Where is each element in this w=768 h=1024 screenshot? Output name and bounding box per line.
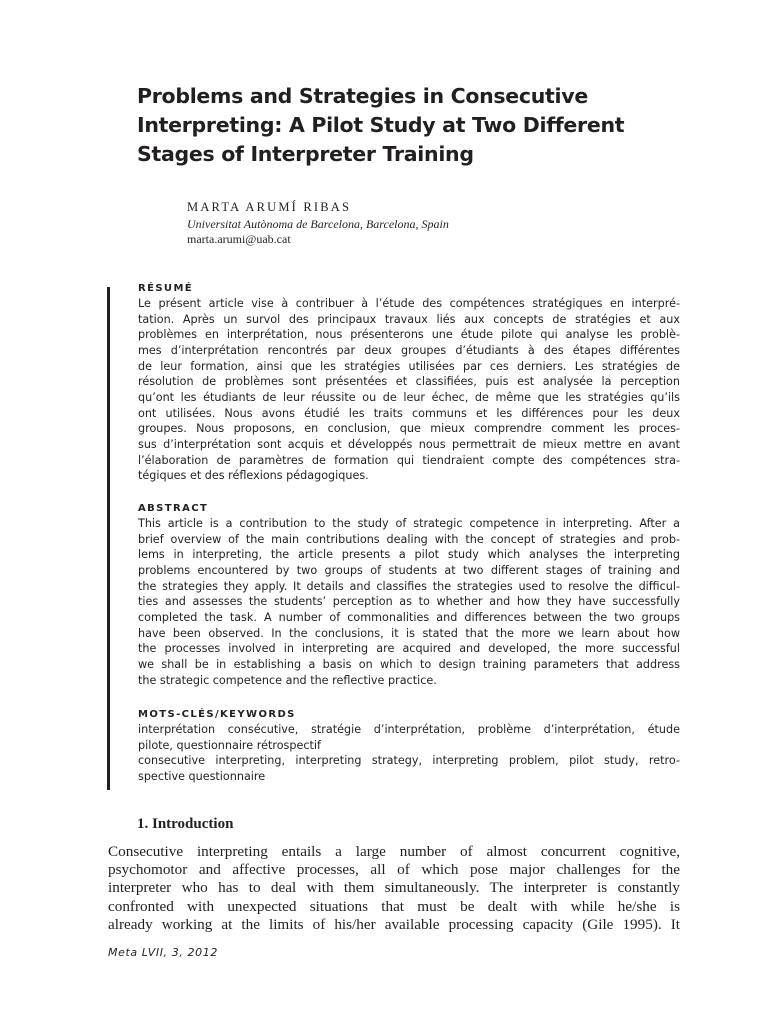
introduction-line: interpreter who has to deal with them simultaneously. The interpreter is constantly <box>108 879 680 897</box>
introduction-line: confronted with unexpected situations that must be dealt with while he/she is <box>108 897 680 915</box>
introduction-line: psychomotor and affective processes, all of which pose major challenges for the <box>108 861 680 879</box>
abstract-section <box>138 502 680 688</box>
introduction-heading: 1. Introduction <box>137 816 234 832</box>
abstract-side-rule <box>107 287 110 790</box>
resume-line: problèmes en interprétation, nous présenterons une étude pilote qui analyse les problè- <box>138 328 680 342</box>
journal-citation-footer: Meta LVII, 3, 2012 <box>108 946 218 959</box>
resume-line: groupes. Nous proposons, en conclusion, que mieux comprendre comment les proces- <box>138 422 680 436</box>
introduction-text <box>108 843 680 934</box>
keywords-line: pilote, questionnaire rétrospectif <box>138 738 321 752</box>
abstract-line: problems encountered by two groups of students at two different stages of training and <box>138 563 680 577</box>
keywords-line: interprétation consécutive, stratégie d’interprétation, problème d’interprétation, étude <box>138 723 680 736</box>
resume-text <box>138 296 680 484</box>
abstract-line: ties and assesses the students’ perception as to whether and how they have successfully <box>138 595 680 609</box>
author-email: marta.arumi@uab.cat <box>187 232 291 246</box>
abstract-heading: ABSTRACT <box>138 503 209 514</box>
resume-line: mes d’interprétation rencontrés par deux groupes d’étudiants à des étapes différentes <box>138 343 680 357</box>
author-block <box>187 198 449 247</box>
abstract-line: the strategic competence and the reflective practice. <box>138 673 437 687</box>
article-title-line: Problems and Strategies in Consecutive <box>137 84 588 108</box>
resume-line: ont utilisées. Nous avons étudié les traits communs et les différences pour les deux <box>138 406 680 420</box>
author-affiliation: Universitat Autònoma de Barcelona, Barcelona, Spain <box>187 217 449 231</box>
resume-heading: RÉSUMÉ <box>138 283 194 294</box>
resume-section <box>138 282 680 484</box>
resume-line: résolution de problèmes sont présentées et classifiées, puis est analysée la perception <box>138 375 680 389</box>
author-name: MARTA ARUMÍ RIBAS <box>187 200 352 214</box>
introduction-line: Consecutive interpreting entails a large number of almost concurrent cognitive, <box>108 843 680 860</box>
resume-line: l’élaboration de paramètres de formation qui tiendraient compte des compétences stra- <box>138 453 680 467</box>
resume-line: sus d’interprétation sont acquis et développés nous permettrait de mieux mettre en avant <box>138 437 680 451</box>
keywords-section <box>138 708 680 785</box>
keywords-heading: MOTS-CLÉS/KEYWORDS <box>138 709 296 720</box>
abstract-line: lems in interpreting, the article presents a pilot study which analyses the interpreting <box>138 548 680 562</box>
introduction-line: already working at the limits of his/her available processing capacity (Gile 1995). It <box>108 915 680 933</box>
resume-line: de leur formation, ainsi que les stratégies utilisées par ces derniers. Les stratégies de <box>138 359 680 373</box>
abstract-text <box>138 516 680 688</box>
abstract-line: we shall be in establishing a basis on which to design training parameters that address <box>138 657 680 671</box>
abstract-line: have been observed. In the conclusions, it is stated that the more we learn about how <box>138 626 680 640</box>
article-title-line: Stages of Interpreter Training <box>137 142 474 166</box>
resume-line: tation. Après un survol des principaux travaux liés aux concepts de stratégies et aux <box>138 312 680 326</box>
article-title-line: Interpreting: A Pilot Study at Two Different <box>137 113 625 137</box>
keywords-line: consecutive interpreting, interpreting strategy, interpreting problem, pilot study, retro- <box>138 754 680 768</box>
abstract-line: This article is a contribution to the study of strategic competence in interpreting. After a <box>138 517 680 530</box>
abstract-line: brief overview of the main contributions dealing with the concept of strategies and prob- <box>138 532 680 546</box>
article-title <box>137 82 697 169</box>
abstract-line: the strategies they apply. It details and classifies the strategies used to resolve the difficul- <box>138 579 680 593</box>
abstract-line: the processes involved in interpreting are acquired and developed, the more successful <box>138 642 680 656</box>
resume-line: qu’ont les étudiants de leur réussite ou de leur échec, de même que les stratégies qu’ils <box>138 390 680 404</box>
resume-line: Le présent article vise à contribuer à l’étude des compétences stratégiques en interpré- <box>138 297 680 310</box>
resume-line: tégiques et des réflexions pédagogiques. <box>138 469 369 483</box>
keywords-line: spective questionnaire <box>138 769 266 783</box>
keywords-text <box>138 722 680 785</box>
abstract-line: completed the task. A number of commonalities and differences between the two groups <box>138 610 680 624</box>
